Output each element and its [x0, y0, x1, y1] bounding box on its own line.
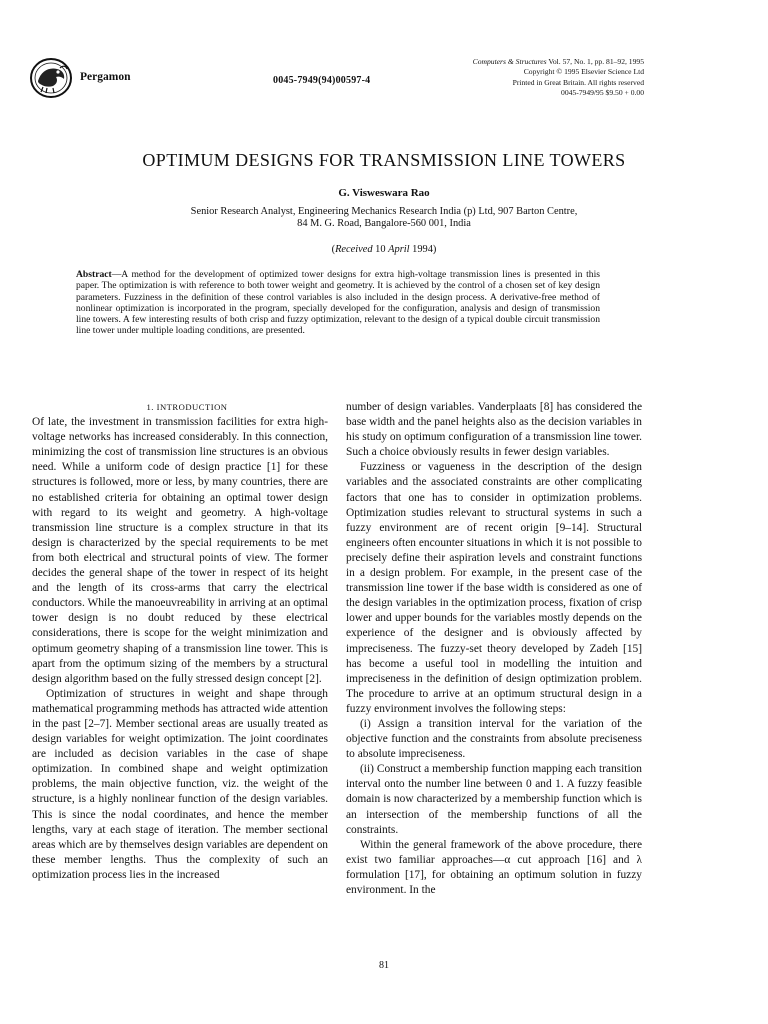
paragraph: (ii) Construct a membership function mapping each transition interval onto the number line between 0 and 1. A fuzzy feasible domain is now characterized by a membership function which is an intersection of the membership functions of all the constraints. — [346, 763, 642, 836]
abstract-text: —A method for the development of optimized tower designs for extra high-voltage transmission lines is presented in this paper. The optimization is with reference to both tower weight and geometry. It is achieved by the control of a chosen set of key design parameters. Fuzziness in the definition of these control variables is also included in the design process. A derivative-free method of nonlinear optimization is incorporated in the program, specially developed for the configuration, analysis and design of transmission line towers. A few interesting results of both crisp and fuzzy optimization, relevant to the design of a typical double circuit transmission line tower under multiple loading conditions, are presented. — [76, 269, 600, 337]
section-heading-introduction: 1. INTRODUCTION — [146, 402, 228, 412]
publisher-name: Pergamon — [80, 71, 131, 83]
author-name: G. Visweswara Rao — [338, 187, 430, 199]
right-column — [346, 400, 642, 898]
received-date: (Received 10 April 1994) — [331, 244, 437, 255]
abstract — [76, 269, 600, 337]
paragraph: Within the general framework of the above procedure, there exist two familiar approaches—α cut approach [16] and λ formulation [17], for obtaining an optimum solution in fuzzy environment. In the — [346, 838, 642, 896]
journal-volume: Vol. 57, No. 1, pp. 81–92, 1995 — [548, 57, 644, 66]
paragraph: number of design variables. Vanderplaats [8] has considered the base width and the panel heights also as the decision variables in his study on optimum configuration of a transmission line tower. Such a choice obviously results in fewer design variables. — [346, 401, 642, 459]
paragraph: Fuzziness or vagueness in the description of the design variables and the associated constraints are other complicating factors that one has to consider in optimization problems. Optimization studies relevant to structural systems in such a fuzzy environment are of recent origin [9–14]. Structural engineers often encounter situations in which it is not possible to precisely define their aspiration levels and constraint functions in a design problem. For example, in the present case of the transmission line tower if the base width is considered as one of the design variables in the optimization process, fixation of crisp lower and upper bounds for the variables mostly depends on the experience of the designer and is obviously affected by impreciseness. The fuzzy-set theory developed by Zadeh [15] has become a useful tool in modelling the intuition and impreciseness in the definition of design optimization problem. The procedure to arrive at an optimum structural design in a fuzzy environment involves the following steps: — [346, 461, 642, 715]
doi-code: 0045-7949(94)00597-4 — [273, 75, 371, 86]
printed-line: Printed in Great Britain. All rights reserved — [512, 77, 644, 87]
abstract-label: Abstract — [76, 269, 112, 280]
paragraph: (i) Assign a transition interval for the variation of the objective function and the constraints from absolute preciseness to absolute impreciseness. — [346, 717, 642, 761]
citation-block — [473, 57, 644, 98]
affiliation — [0, 206, 768, 230]
issn-price-line: 0045-7949/95 $9.50 + 0.00 — [561, 87, 644, 97]
page-number: 81 — [379, 960, 389, 971]
affiliation-line-1: Senior Research Analyst, Engineering Mechanics Research India (p) Ltd, 907 Barton Centre, — [190, 206, 578, 217]
copyright-line: Copyright © 1995 Elsevier Science Ltd — [523, 67, 644, 77]
affiliation-line-2: 84 M. G. Road, Bangalore-560 001, India — [297, 218, 471, 229]
paragraph: Optimization of structures in weight and shape through mathematical programming methods has attracted wide attention in the past [2–7]. Member sectional areas are usually treated as design variables for weight optimization. The joint coordinates are included as decision variables in the case of shape optimization. In combined shape and weight optimization problems, the main objective function, viz. the weight of the structure, is a highly nonlinear function of the design variables. This is since the nodal coordinates, and hence the member lengths, vary at each stage of iteration. The member sectional areas which are by themselves design variables are dependent on these member lengths. Thus the complexity of such an optimization process lies in the increased — [32, 687, 328, 881]
paper-title: OPTIMUM DESIGNS FOR TRANSMISSION LINE TOWERS — [142, 150, 626, 170]
left-column — [32, 400, 328, 883]
pergamon-logo-icon — [29, 57, 73, 99]
journal-name: Computers & Structures — [472, 57, 547, 66]
paragraph: Of late, the investment in transmission facilities for extra high-voltage networks has increased considerably. In this connection, minimizing the cost of transmission line structures is an obvious need. While a uniform code of design practice [1] for these structures is followed, more or less, by many countries, there are no established criteria for obtaining an optimal tower design with regard to its weight and geometry. A high-voltage transmission line structure is a complex structure in that its design is characterized by the special requirements to be met from both electrical and structural points of view. The former decides the general shape of the tower in respect of its height and the length of its cross-arms that carry the electrical conductors. While the manoeuvreability in arriving at an optimal tower design is no doubt reduced by these electrical considerations, there is scope for the weight minimization and optimum geometry shaping of a transmission line tower. This is apart from the optimum sizing of the members by a structural design algorithm based on the fully stressed design concept [2]. — [32, 416, 328, 685]
